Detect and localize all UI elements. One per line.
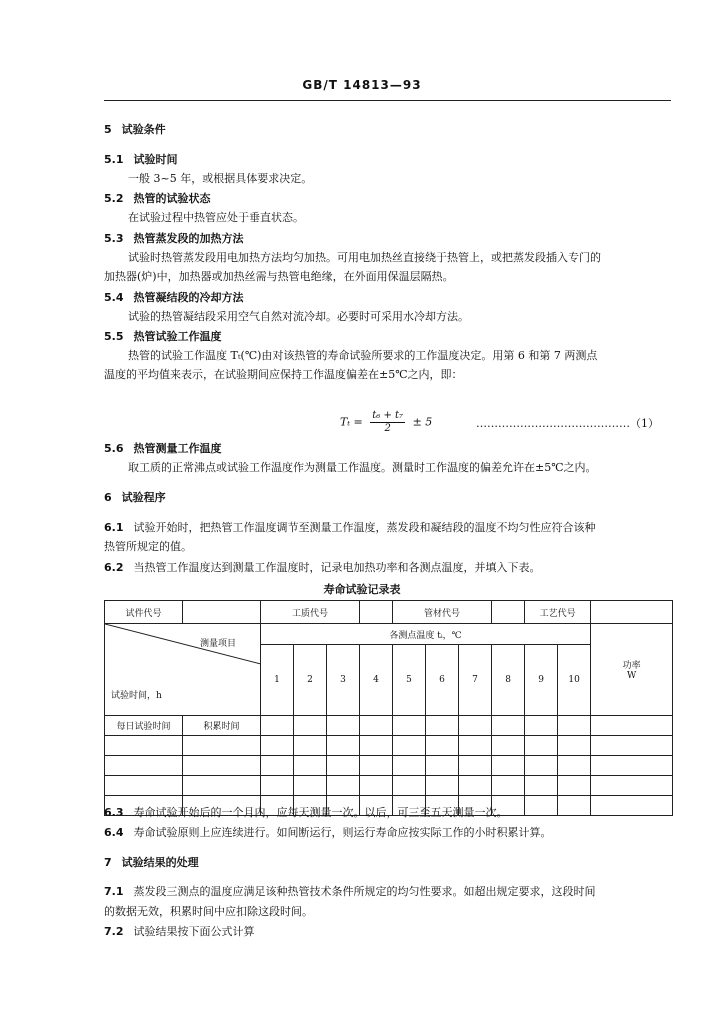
value-tube-material-code — [492, 601, 525, 624]
section-title: 热管蒸发段的加热方法 — [133, 232, 244, 245]
table-row-empty — [105, 736, 673, 756]
section-number: 7.2 — [104, 925, 124, 938]
formula-1 — [340, 410, 432, 438]
section-5-4-text: 试验的热管凝结段采用空气自然对流冷却。必要时可采用水冷却方法。 — [128, 310, 469, 323]
section-7-heading — [104, 856, 199, 870]
section-text: 试验开始时，把热管工作温度调节至测量工作温度，蒸发段和凝结段的温度不均匀性应符合该种 — [133, 521, 596, 534]
power-header — [591, 624, 673, 716]
section-5-4-heading — [104, 291, 244, 305]
section-title: 热管的试验状态 — [133, 192, 211, 205]
section-number: 5 — [104, 123, 112, 136]
section-7-2 — [104, 925, 255, 939]
section-5-1-text: 一般 3~5 年，或根据具体要求决定。 — [128, 172, 313, 185]
section-6-heading — [104, 491, 166, 505]
section-7-1-line-2: 的数据无效，积累时间中应扣除这段时间。 — [104, 905, 313, 918]
section-5-3-line-1: 试验时热管蒸发段用电加热方法均匀加热。可用电加热丝直接绕于热管上，或把蒸发段插入专门的 — [128, 251, 601, 264]
section-5-2-heading — [104, 192, 211, 206]
section-number: 7 — [104, 856, 112, 869]
label-process-code: 工艺代号 — [525, 601, 591, 624]
section-text: 蒸发段三测点的温度应满足该种热管技术条件所规定的均匀性要求。如超出规定要求，这段时间 — [133, 885, 596, 898]
table-row-subheader — [105, 716, 673, 736]
section-number: 5.5 — [104, 330, 124, 343]
formula-lhs: Tₜ = — [340, 415, 363, 429]
label-working-fluid-code: 工质代号 — [261, 601, 360, 624]
formula-numerator: t₆ + t₇ — [372, 410, 404, 421]
table-row-empty — [105, 756, 673, 776]
section-6-3 — [104, 806, 508, 820]
point-header: 5 — [393, 645, 426, 716]
label-tube-material-code: 管材代号 — [393, 601, 492, 624]
section-number: 5.3 — [104, 232, 124, 245]
formula-denominator: 2 — [384, 423, 391, 434]
section-5-1-heading — [104, 153, 178, 167]
section-5-heading — [104, 123, 166, 137]
section-title: 试验条件 — [121, 123, 166, 136]
formula-rhs: ± 5 — [412, 415, 433, 429]
page-header: GB/T 14813—93 — [302, 78, 422, 92]
table-row-codes — [105, 601, 673, 624]
section-6-1-line-2: 热管所规定的值。 — [104, 540, 192, 553]
section-5-6-heading — [104, 442, 222, 456]
section-title: 试验结果的处理 — [121, 856, 199, 869]
table-caption: 寿命试验记录表 — [323, 583, 401, 596]
table-row-temp-header — [105, 624, 673, 645]
section-6-4 — [104, 826, 552, 840]
section-title: 热管试验工作温度 — [133, 330, 222, 343]
point-header: 6 — [426, 645, 459, 716]
section-5-3-line-2: 加热器(炉)中，加热器或加热丝需与热管电绝缘，在外面用保温层隔热。 — [104, 270, 454, 283]
section-title: 热管测量工作温度 — [133, 442, 222, 455]
section-number: 5.4 — [104, 291, 124, 304]
section-number: 6.3 — [104, 806, 124, 819]
col-daily-test-time: 每日试验时间 — [105, 716, 183, 736]
section-number: 7.1 — [104, 885, 124, 898]
section-number: 5.1 — [104, 153, 124, 166]
section-text: 试验结果按下面公式计算 — [133, 925, 255, 938]
section-title: 热管凝结段的冷却方法 — [133, 291, 244, 304]
header-rule — [104, 100, 671, 101]
point-header: 4 — [360, 645, 393, 716]
diagonal-header-cell — [105, 624, 261, 716]
section-5-5-heading — [104, 330, 222, 344]
section-6-2 — [104, 561, 541, 575]
section-text: 寿命试验开始后的一个月内，应每天测量一次。以后，可三至五天测量一次。 — [133, 806, 508, 819]
section-5-3-heading — [104, 232, 244, 246]
section-text: 寿命试验原则上应连续进行。如间断运行，则运行寿命应按实际工作的小时积累计算。 — [133, 826, 552, 839]
formula-fraction — [370, 410, 405, 435]
label-specimen-code: 试件代号 — [105, 601, 183, 624]
point-header: 7 — [459, 645, 492, 716]
value-working-fluid-code — [360, 601, 393, 624]
point-header: 8 — [492, 645, 525, 716]
col-accumulated-time: 积累时间 — [183, 716, 261, 736]
point-header: 2 — [294, 645, 327, 716]
power-label: 功率 — [622, 661, 641, 671]
section-number: 6.4 — [104, 826, 124, 839]
section-7-1-line-1 — [104, 885, 596, 899]
section-number: 5.6 — [104, 442, 124, 455]
section-title: 试验程序 — [121, 491, 166, 504]
diag-label-measure-item: 测量项目 — [199, 639, 236, 649]
section-number: 6.1 — [104, 521, 124, 534]
table-row-empty — [105, 776, 673, 796]
section-number: 5.2 — [104, 192, 124, 205]
value-process-code — [591, 601, 673, 624]
section-5-6-text: 取工质的正常沸点或试验工作温度作为测量工作温度。测量时工作温度的偏差允许在±5℃之内。 — [128, 461, 597, 474]
section-5-5-line-1: 热管的试验工作温度 Tₜ(℃)由对该热管的寿命试验所要求的工作温度决定。用第 6 和第 7 两测点 — [128, 349, 598, 362]
point-header: 3 — [327, 645, 360, 716]
section-text: 当热管工作温度达到测量工作温度时，记录电加热功率和各测点温度，并填入下表。 — [133, 561, 541, 574]
value-specimen-code — [183, 601, 261, 624]
formula-number-leader: ……………………………………（1） — [476, 417, 659, 430]
section-number: 6.2 — [104, 561, 124, 574]
section-5-5-line-2: 温度的平均值来表示，在试验期间应保持工作温度偏差在±5℃之内，即： — [104, 368, 463, 381]
section-6-1-line-1 — [104, 521, 596, 535]
point-header: 9 — [525, 645, 558, 716]
point-header: 10 — [558, 645, 591, 716]
section-5-2-text: 在试验过程中热管应处于垂直状态。 — [128, 211, 304, 224]
section-title: 试验时间 — [133, 153, 178, 166]
power-unit: W — [626, 671, 637, 681]
life-test-record-table — [104, 600, 673, 816]
point-header: 1 — [261, 645, 294, 716]
temp-group-header: 各测点温度 tᵢ，℃ — [261, 624, 591, 645]
diag-label-test-time: 试验时间，h — [111, 691, 162, 701]
section-number: 6 — [104, 491, 112, 504]
